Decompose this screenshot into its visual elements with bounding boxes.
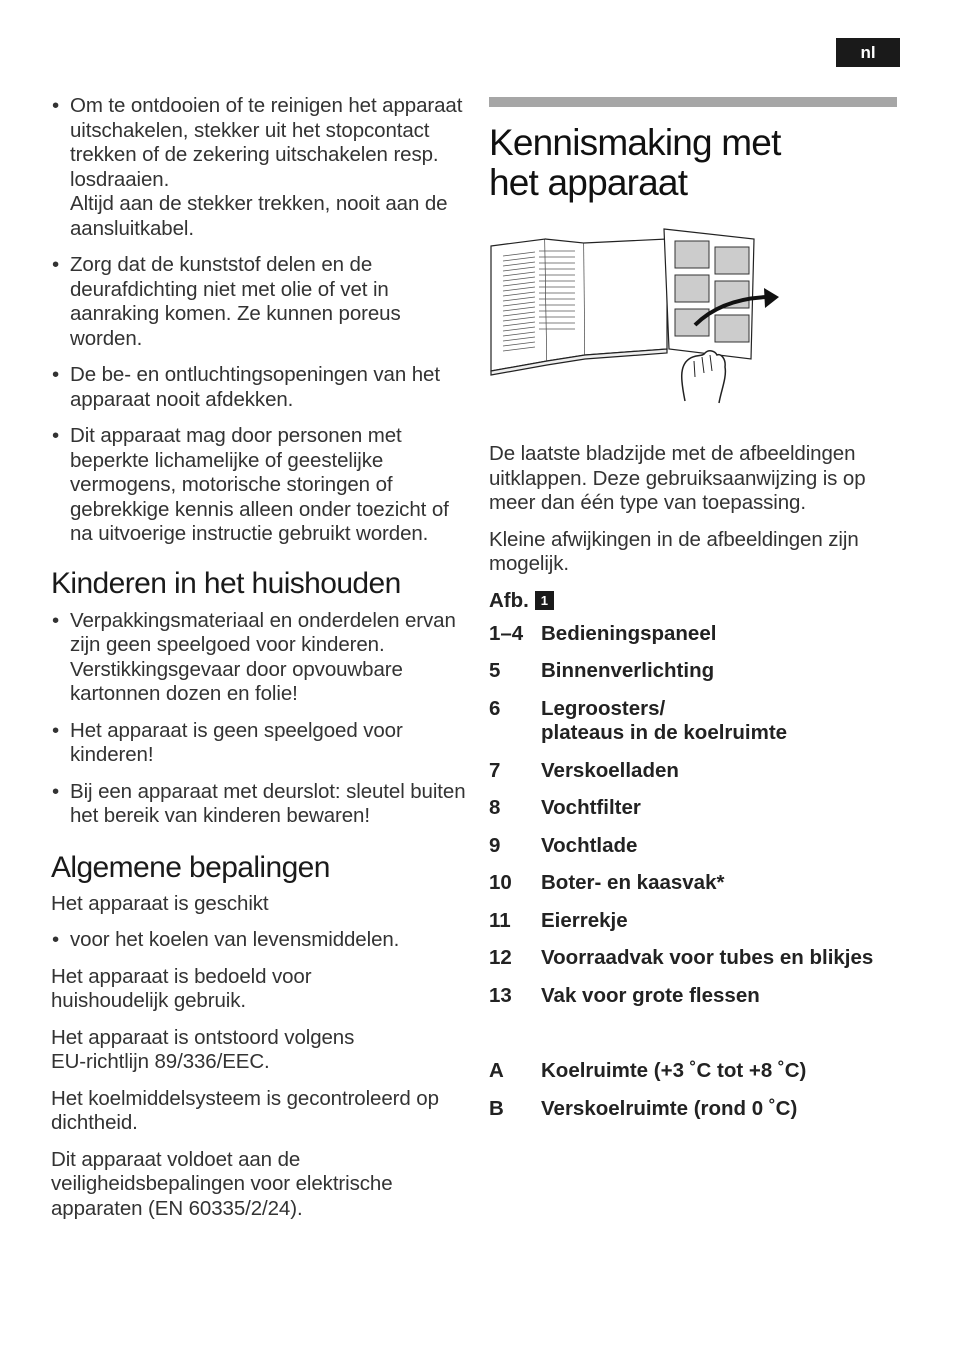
general-text: Dit apparaat voldoet aan de veiligheidsbepalingen voor elektrische apparaten (EN 60335/2/24). bbox=[51, 1147, 393, 1220]
general-bullets bbox=[51, 928, 466, 953]
list-item: 1–4 Bedieningspaneel bbox=[489, 621, 717, 645]
list-item: 13 Vak voor grote flessen bbox=[489, 983, 760, 1007]
figure-reference: Afb. 1 bbox=[489, 589, 909, 613]
general-text: Het apparaat is geschikt bbox=[51, 891, 269, 915]
list-item: 9 Vochtlade bbox=[489, 833, 638, 857]
list-item: • voor het koelen van levensmiddelen. bbox=[51, 928, 466, 953]
figure-number-badge: 1 bbox=[535, 591, 554, 610]
list-item: • Dit apparaat mag door personen met beperkte lichamelijke of geestelijke vermogens, motorische storingen of gebrekkige kennis alleen onder toezicht of na uitvoerige instructie gebruikt worden. bbox=[51, 424, 466, 547]
list-item: 6 Legroosters/ plateaus in de koelruimte bbox=[489, 696, 788, 744]
list-item: 12 Voorraadvak voor tubes en blikjes bbox=[489, 946, 874, 969]
list-item: 5 Binnenverlichting bbox=[489, 659, 715, 682]
list-item: • Bij een apparaat met deurslot: sleutel buiten het bereik van kinderen bewaren! bbox=[51, 780, 495, 829]
general-text: Het koelmiddelsysteem is gecontroleerd op dichtheid. bbox=[51, 1086, 439, 1134]
list-item: • De be- en ontluchtingsopeningen van het apparaat nooit afdekken. bbox=[51, 363, 466, 412]
parts-list bbox=[489, 622, 909, 1009]
language-tab: nl bbox=[836, 38, 900, 67]
list-item: • Zorg dat de kunststof delen en de deurafdichting niet met olie of vet in aanraking komen. Ze kunnen poreus worden. bbox=[51, 253, 466, 351]
list-item: B Verskoelruimte (rond 0 ˚C) bbox=[489, 1096, 798, 1120]
general-text: Het apparaat is bedoeld voor huishoudelijk gebruik. bbox=[51, 964, 312, 1012]
list-item: 10 Boter- en kaasvak* bbox=[489, 871, 725, 894]
list-item: • Verpakkingsmateriaal en onderdelen ervan zijn geen speelgoed voor kinderen. Verstikkingsgevaar door opvouwbare kartonnen dozen en folie! bbox=[51, 609, 466, 707]
intro-text: Kleine afwijkingen in de afbeeldingen zijn mogelijk. bbox=[489, 527, 859, 575]
intro-text: De laatste bladzijde met de afbeeldingen uitklappen. Deze gebruiksaanwijzing is op meer dan één type van toepassing. bbox=[489, 442, 866, 514]
fold-out-manual-illustration bbox=[489, 221, 799, 411]
zones-list bbox=[489, 1059, 909, 1121]
right-column bbox=[489, 97, 909, 1134]
kids-heading: Kinderen in het huishouden bbox=[51, 566, 401, 600]
list-item: • Om te ontdooien of te reinigen het apparaat uitschakelen, stekker uit het stopcontact trekken of de zekering uitschakelen resp. losdraaien. Altijd aan de stekker trekken, nooit aan de aansluitkabel. bbox=[51, 94, 466, 241]
list-item: • Het apparaat is geen speelgoed voor kinderen! bbox=[51, 719, 466, 768]
general-heading: Algemene bepalingen bbox=[51, 850, 330, 884]
page-title: Kennismaking met het apparaat bbox=[489, 122, 781, 203]
list-item: 7 Verskoelladen bbox=[489, 758, 679, 782]
general-text: Het apparaat is ontstoord volgens EU-richtlijn 89/336/EEC. bbox=[51, 1025, 355, 1073]
section-bar bbox=[489, 97, 897, 107]
list-item: 8 Vochtfilter bbox=[489, 796, 641, 819]
safety-bullets bbox=[51, 94, 466, 547]
list-item: A Koelruimte (+3 ˚C tot +8 ˚C) bbox=[489, 1059, 807, 1082]
left-column bbox=[51, 94, 466, 1233]
kids-bullets bbox=[51, 609, 466, 829]
list-item: 11 Eierrekje bbox=[489, 908, 628, 932]
